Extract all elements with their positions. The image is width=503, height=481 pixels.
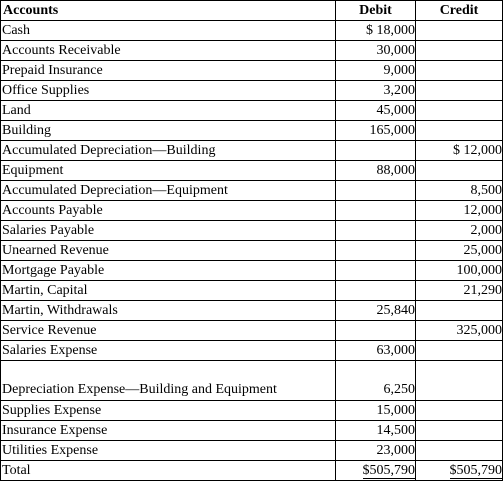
table-row (1, 261, 503, 281)
table-row (1, 321, 503, 341)
header-debit: Debit (336, 1, 416, 21)
total-debit: $505,790 (363, 463, 416, 481)
account-name: Unearned Revenue (1, 241, 336, 261)
credit-amount (416, 421, 503, 441)
debit-amount: 6,250 (336, 361, 416, 401)
account-name: Accumulated Depreciation—Equipment (1, 181, 336, 201)
table-row (1, 141, 503, 161)
table-row (1, 221, 503, 241)
account-name: Service Revenue (1, 321, 336, 341)
debit-amount (336, 261, 416, 281)
credit-amount: $ 12,000 (416, 141, 503, 161)
table-row (1, 61, 503, 81)
account-name: Accounts Receivable (1, 41, 336, 61)
credit-amount (416, 101, 503, 121)
credit-amount (416, 361, 503, 401)
debit-amount: 30,000 (336, 41, 416, 61)
account-name: Mortgage Payable (1, 261, 336, 281)
debit-amount (336, 201, 416, 221)
total-credit: $505,790 (450, 463, 503, 481)
credit-amount (416, 121, 503, 141)
credit-amount (416, 81, 503, 101)
debit-amount: 23,000 (336, 441, 416, 461)
credit-amount: 8,500 (416, 181, 503, 201)
table-row (1, 81, 503, 101)
debit-amount (336, 221, 416, 241)
account-name: Land (1, 101, 336, 121)
table-row (1, 301, 503, 321)
debit-amount: 15,000 (336, 401, 416, 421)
credit-amount (416, 61, 503, 81)
account-name: Martin, Capital (1, 281, 336, 301)
credit-amount (416, 161, 503, 181)
table-row (1, 161, 503, 181)
credit-amount (416, 41, 503, 61)
account-name: Insurance Expense (1, 421, 336, 441)
table-row (1, 421, 503, 441)
debit-amount: 88,000 (336, 161, 416, 181)
table-row (1, 341, 503, 361)
account-name: Salaries Expense (1, 341, 336, 361)
debit-amount: 9,000 (336, 61, 416, 81)
table-row (1, 181, 503, 201)
header-row (1, 1, 503, 21)
debit-amount: 14,500 (336, 421, 416, 441)
table-row (1, 41, 503, 61)
debit-amount: 45,000 (336, 101, 416, 121)
account-name: Utilities Expense (1, 441, 336, 461)
credit-amount (416, 401, 503, 421)
table-row (1, 201, 503, 221)
debit-amount: 25,840 (336, 301, 416, 321)
total-label: Total (1, 461, 336, 481)
account-name: Supplies Expense (1, 401, 336, 421)
debit-amount (336, 241, 416, 261)
table-row (1, 361, 503, 401)
credit-amount: 325,000 (416, 321, 503, 341)
table-row (1, 281, 503, 301)
debit-amount: 3,200 (336, 81, 416, 101)
debit-amount: 165,000 (336, 121, 416, 141)
table-row (1, 241, 503, 261)
credit-amount: 100,000 (416, 261, 503, 281)
account-name: Office Supplies (1, 81, 336, 101)
credit-amount (416, 21, 503, 41)
credit-amount: 25,000 (416, 241, 503, 261)
account-name: Prepaid Insurance (1, 61, 336, 81)
account-name: Accumulated Depreciation—Building (1, 141, 336, 161)
credit-amount (416, 341, 503, 361)
total-row (1, 461, 503, 481)
debit-amount (336, 141, 416, 161)
debit-amount (336, 281, 416, 301)
credit-amount: 21,290 (416, 281, 503, 301)
credit-amount: 2,000 (416, 221, 503, 241)
debit-amount: $ 18,000 (336, 21, 416, 41)
table-row (1, 441, 503, 461)
account-name: Cash (1, 21, 336, 41)
table-row (1, 401, 503, 421)
credit-amount: 12,000 (416, 201, 503, 221)
debit-amount: 63,000 (336, 341, 416, 361)
account-name: Equipment (1, 161, 336, 181)
account-name: Depreciation Expense—Building and Equipment (1, 361, 336, 401)
account-name: Martin, Withdrawals (1, 301, 336, 321)
table-row (1, 101, 503, 121)
header-accounts: Accounts (1, 1, 336, 21)
header-credit: Credit (416, 1, 503, 21)
debit-amount (336, 181, 416, 201)
account-name: Building (1, 121, 336, 141)
debit-amount (336, 321, 416, 341)
credit-amount (416, 301, 503, 321)
table-row (1, 21, 503, 41)
total-debit-cell (336, 461, 416, 481)
account-name: Salaries Payable (1, 221, 336, 241)
credit-amount (416, 441, 503, 461)
total-credit-cell (416, 461, 503, 481)
account-name: Accounts Payable (1, 201, 336, 221)
table-row (1, 121, 503, 141)
